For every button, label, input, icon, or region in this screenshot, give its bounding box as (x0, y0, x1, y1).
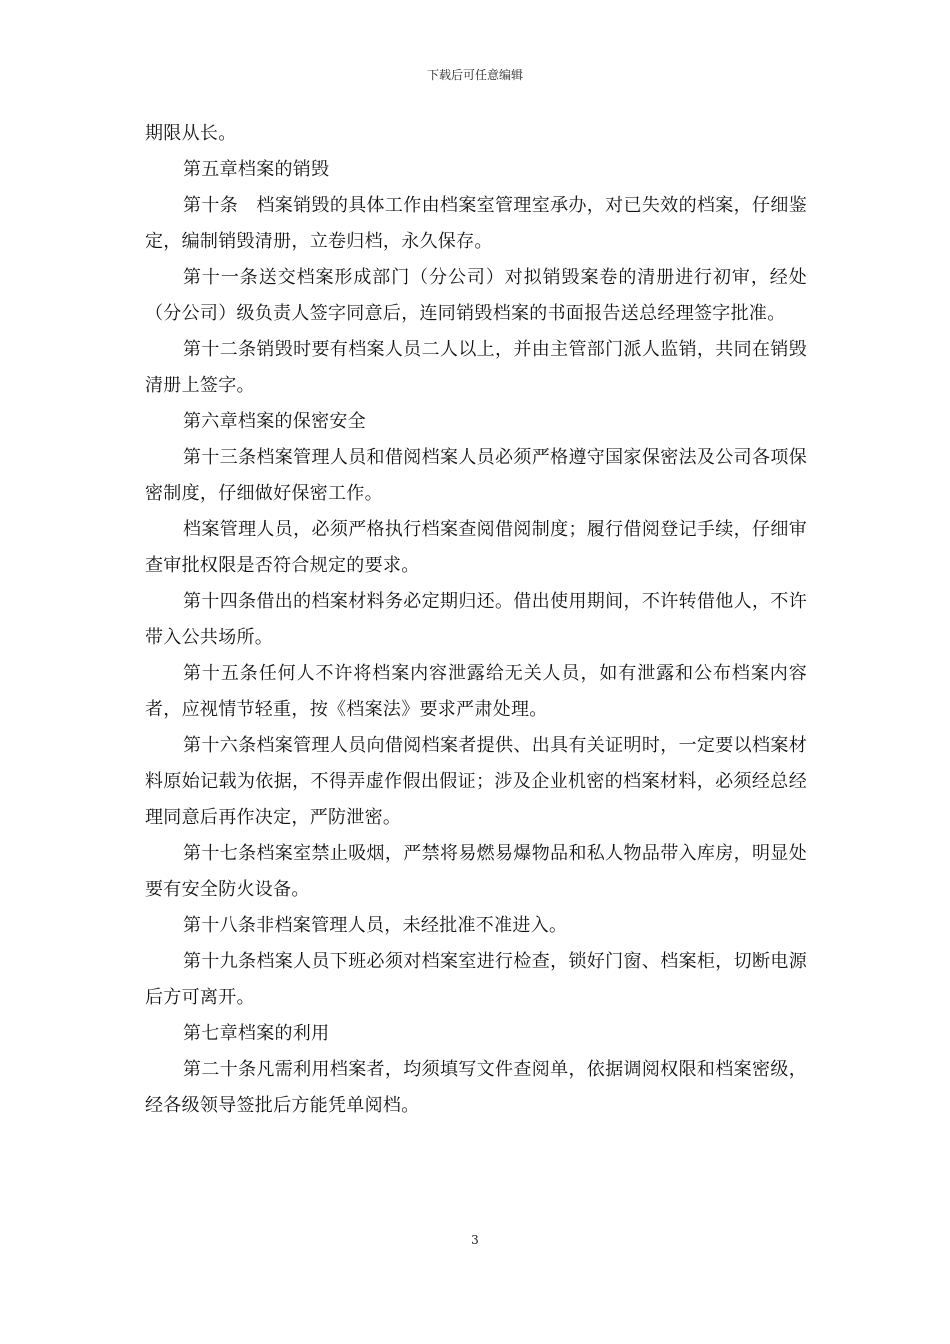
article-19: 第十九条档案人员下班必须对档案室进行检查，锁好门窗、档案柜，切断电源后方可离开。 (145, 951, 807, 1008)
article-12: 第十二条销毁时要有档案人员二人以上，并由主管部门派人监销，共同在销毁清册上签字。 (145, 339, 807, 396)
article-14: 第十四条借出的档案材料务必定期归还。借出使用期间，不许转借他人，不许带入公共场所。 (145, 591, 807, 648)
paragraph-continuation: 期限从长。 (145, 123, 237, 144)
article-16: 第十六条档案管理人员向借阅档案者提供、出具有关证明时，一定要以档案材料原始记载为依据，不得弄虚作假出假证；涉及企业机密的档案材料，必须经总经理同意后再作决定，严防泄密。 (145, 735, 807, 828)
article-17: 第十七条档案室禁止吸烟，严禁将易燃易爆物品和私人物品带入库房，明显处要有安全防火设备。 (145, 843, 807, 900)
article-10: 第十条 档案销毁的具体工作由档案室管理室承办，对已失效的档案，仔细鉴定，编制销毁清册，立卷归档，永久保存。 (145, 195, 807, 252)
article-15: 第十五条任何人不许将档案内容泄露给无关人员，如有泄露和公布档案内容者，应视情节轻重，按《档案法》要求严肃处理。 (145, 663, 807, 720)
page-number: 3 (471, 1233, 479, 1247)
article-18: 第十八条非档案管理人员，未经批准不准进入。 (183, 915, 568, 936)
article-13-supplement: 档案管理人员，必须严格执行档案查阅借阅制度；履行借阅登记手续，仔细审查审批权限是否符合规定的要求。 (145, 519, 807, 576)
chapter-7-heading: 第七章档案的利用 (183, 1023, 330, 1044)
article-20: 第二十条凡需利用档案者，均须填写文件查阅单，依据调阅权限和档案密级，经各级领导签批后方能凭单阅档。 (145, 1059, 807, 1116)
chapter-5-heading: 第五章档案的销毁 (183, 159, 330, 180)
page-header: 下载后可任意编辑 (426, 68, 523, 82)
article-13: 第十三条档案管理人员和借阅档案人员必须严格遵守国家保密法及公司各项保密制度，仔细做好保密工作。 (145, 447, 807, 504)
chapter-6-heading: 第六章档案的保密安全 (183, 411, 366, 432)
document-body (145, 116, 807, 1124)
article-11: 第十一条送交档案形成部门（分公司）对拟销毁案卷的清册进行初审，经处（分公司）级负责人签字同意后，连同销毁档案的书面报告送总经理签字批准。 (145, 267, 807, 324)
